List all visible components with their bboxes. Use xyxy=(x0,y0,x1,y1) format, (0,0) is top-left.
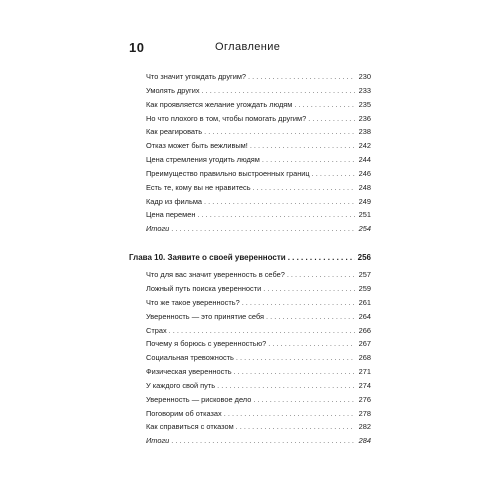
toc-entry xyxy=(129,208,371,222)
toc-leader-dots xyxy=(312,167,355,181)
toc-entry xyxy=(129,296,371,310)
toc-leader-dots xyxy=(287,268,355,282)
toc-entry-title: Есть те, кому вы не нравитесь xyxy=(146,182,251,192)
toc-entry xyxy=(129,139,371,153)
toc-entry-page: 259 xyxy=(358,283,371,293)
toc-leader-dots xyxy=(266,310,355,324)
toc-leader-dots xyxy=(294,98,355,112)
toc-leader-dots xyxy=(248,70,355,84)
page-number: 10 xyxy=(129,40,145,55)
toc-entry-page: 251 xyxy=(358,210,371,220)
toc-entry-title: Отказ может быть вежливым! xyxy=(146,141,248,151)
toc-entry-title: Что значит угождать другим? xyxy=(146,72,247,81)
toc-entry-page: 235 xyxy=(358,99,371,109)
toc-entry xyxy=(129,153,371,167)
toc-leader-dots xyxy=(204,195,355,209)
toc-leader-dots xyxy=(253,181,355,195)
toc-entry-page: 276 xyxy=(358,394,371,404)
toc-entry-page: 268 xyxy=(358,353,371,363)
toc-entry-page: 278 xyxy=(358,408,371,418)
chapter-title: Глава 10. Заявите о своей уверенности xyxy=(129,253,286,263)
toc-entry-title: Цена стремления угодить людям xyxy=(146,155,260,165)
toc-entry-page: 242 xyxy=(358,141,371,151)
toc-entry-page: 236 xyxy=(358,113,371,123)
toc-entry-page: 274 xyxy=(358,380,371,390)
toc-entry-page: 261 xyxy=(358,297,371,307)
toc-entry xyxy=(129,310,371,324)
toc-leader-dots xyxy=(262,153,355,167)
toc-entry-title: Преимущество правильно выстроенных границ xyxy=(146,168,310,178)
toc-entry-title: Социальная тревожность xyxy=(146,353,234,363)
toc-leader-dots xyxy=(250,139,355,153)
toc-entry-page: 267 xyxy=(358,339,371,349)
toc-entry xyxy=(129,167,371,181)
toc-leader-dots xyxy=(236,420,355,434)
toc-entry-page: 264 xyxy=(358,311,371,321)
toc-entry-page: 257 xyxy=(358,270,371,280)
toc-entry xyxy=(129,282,371,296)
toc-leader-dots xyxy=(217,379,355,393)
toc-entry xyxy=(129,98,371,112)
toc-entry xyxy=(129,379,371,393)
toc-entry xyxy=(129,84,371,98)
running-title: Оглавление xyxy=(215,41,281,53)
toc-leader-dots xyxy=(234,365,355,379)
toc-section-top xyxy=(129,70,371,222)
toc-leader-dots xyxy=(268,337,355,351)
toc-leader-dots xyxy=(308,112,355,126)
toc-entry xyxy=(129,195,371,209)
toc-summary-entry xyxy=(129,222,371,236)
toc-entry xyxy=(129,393,371,407)
table-of-contents xyxy=(129,70,371,448)
toc-entry-title: Почему я борюсь с уверенностью? xyxy=(146,339,267,349)
toc-leader-dots xyxy=(171,434,355,448)
toc-entry-page: 282 xyxy=(358,422,371,432)
toc-leader-dots xyxy=(236,351,355,365)
toc-leader-dots xyxy=(253,393,355,407)
toc-entry xyxy=(129,112,371,126)
toc-entry-title: Уверенность — это принятие себя xyxy=(146,311,265,321)
toc-entry-page: 271 xyxy=(358,367,371,377)
toc-leader-dots xyxy=(169,324,355,338)
toc-summary-entry xyxy=(129,434,371,448)
toc-entry-title: Как реагировать xyxy=(146,127,203,137)
toc-entry-page: 233 xyxy=(358,85,371,95)
toc-entry-title: Поговорим об отказах xyxy=(146,408,222,418)
toc-entry-page: 246 xyxy=(358,168,371,178)
toc-chapter-heading xyxy=(129,250,371,266)
toc-leader-dots xyxy=(242,296,355,310)
toc-entry-page: 254 xyxy=(358,224,371,234)
toc-entry-title: Как справиться с отказом xyxy=(146,422,234,432)
toc-leader-dots xyxy=(197,208,355,222)
toc-entry-page: 248 xyxy=(358,182,371,192)
toc-entry xyxy=(129,181,371,195)
toc-entry-title: Что же такое уверенность? xyxy=(146,297,240,307)
toc-entry-title: Страх xyxy=(146,325,167,335)
toc-entry-page: 284 xyxy=(358,436,371,446)
toc-entry-title: Уверенность — рисковое дело xyxy=(146,394,252,404)
toc-section-bottom xyxy=(129,268,371,434)
toc-entry xyxy=(129,70,371,84)
toc-entry xyxy=(129,337,371,351)
toc-entry-title: Цена перемен xyxy=(146,210,196,220)
chapter-page: 256 xyxy=(357,253,371,263)
toc-entry-title: Но что плохого в том, чтобы помогать другим? xyxy=(146,113,307,123)
section-spacer xyxy=(129,236,371,250)
toc-entry xyxy=(129,407,371,421)
toc-entry xyxy=(129,365,371,379)
toc-entry-title: Физическая уверенность xyxy=(146,367,232,377)
toc-entry-page: 266 xyxy=(358,325,371,335)
toc-entry-title: У каждого свой путь xyxy=(146,380,216,390)
toc-leader-dots xyxy=(202,84,355,98)
toc-entry-title: Умолять других xyxy=(146,85,200,95)
toc-entry-title: Что для вас значит уверенность в себе? xyxy=(146,270,285,280)
toc-entry xyxy=(129,268,371,282)
toc-entry xyxy=(129,351,371,365)
toc-entry xyxy=(129,420,371,434)
toc-entry-page: 238 xyxy=(358,127,371,137)
toc-entry-title: Итоги xyxy=(146,224,170,234)
toc-leader-dots xyxy=(263,282,355,296)
toc-entry-page: 244 xyxy=(358,155,371,165)
toc-leader-dots xyxy=(204,125,355,139)
toc-entry-title: Итоги xyxy=(146,436,170,446)
toc-entry-title: Кадр из фильма xyxy=(146,196,203,206)
toc-entry-title: Как проявляется желание угождать людям xyxy=(146,99,293,109)
toc-entry xyxy=(129,324,371,338)
toc-leader-dots xyxy=(288,250,355,266)
toc-entry-page: 230 xyxy=(358,72,371,81)
toc-entry-page: 249 xyxy=(358,196,371,206)
toc-leader-dots xyxy=(171,222,355,236)
toc-leader-dots xyxy=(224,407,355,421)
toc-entry-title: Ложный путь поиска уверенности xyxy=(146,283,262,293)
toc-entry xyxy=(129,125,371,139)
